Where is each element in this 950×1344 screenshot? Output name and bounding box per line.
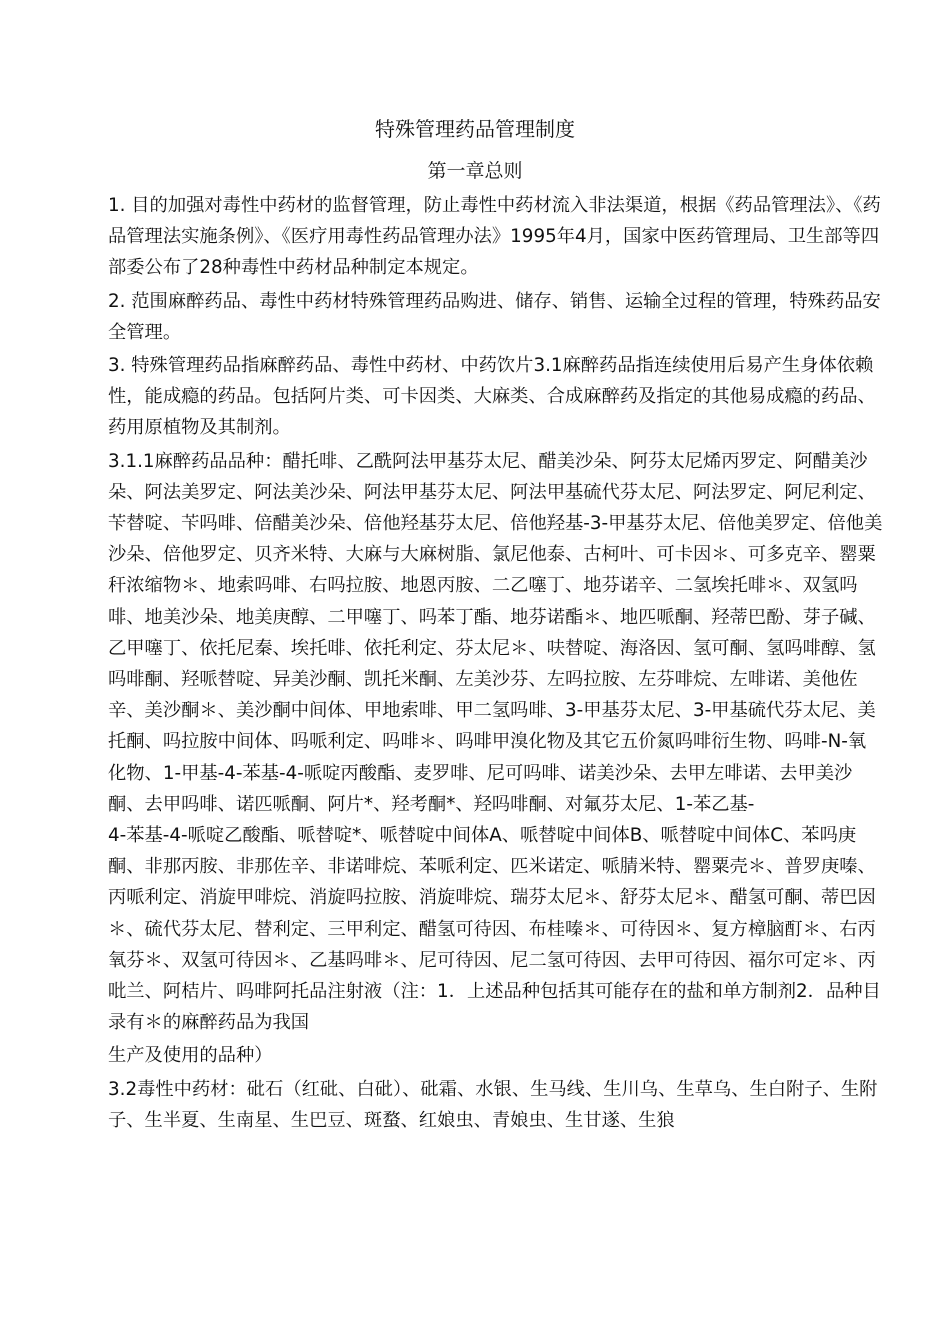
document-title: 特殊管理药品管理制度	[375, 117, 575, 141]
paragraph-note-end: 生产及使用的品种）	[108, 1045, 273, 1067]
paragraph-toxic-herbs: 3.2毒性中药材：砒石（红砒、白砒）、砒霜、水银、生马线、生川乌、生草乌、生白附子、生附子、生半夏、生南星、生巴豆、斑蝥、红娘虫、青娘虫、生甘遂、生狼	[108, 1078, 878, 1131]
document-body	[108, 190, 884, 1136]
paragraph-narcotic-list: 3.1.1麻醉药品品种：醋托啡、乙酰阿法甲基芬太尼、醋美沙朵、阿芬太尼烯丙罗定、阿醋美沙朵、阿法美罗定、阿法美沙朵、阿法甲基芬太尼、阿法甲基硫代芬太尼、阿法罗定、阿尼利定、苄替啶、苄吗啡、倍醋美沙朵、倍他羟基芬太尼、倍他羟基-3-甲基芬太尼、倍他美罗定、倍他美沙朵、倍他罗定、贝齐米特、大麻与大麻树脂、氯尼他泰、古柯叶、可卡因＊、可多克辛、罂粟秆浓缩物＊、地索吗啡、右吗拉胺、地恩丙胺、二乙噻丁、地芬诺辛、二氢埃托啡＊、双氢吗啡、地美沙朵、地美庚醇、二甲噻丁、吗苯丁酯、地芬诺酯＊、地匹哌酮、羟蒂巴酚、芽子碱、乙甲噻丁、依托尼秦、埃托啡、依托利定、芬太尼＊、呋替啶、海洛因、氢可酮、氢吗啡醇、氢吗啡酮、羟哌替啶、异美沙酮、凯托米酮、左美沙芬、左吗拉胺、左芬啡烷、左啡诺、美他佐辛、美沙酮＊、美沙酮中间体、甲地索啡、甲二氢吗啡、3-甲基芬太尼、3-甲基硫代芬太尼、美托酮、吗拉胺中间体、吗哌利定、吗啡＊、吗啡甲溴化物及其它五价氮吗啡衍生物、吗啡-N-氧化物、1-甲基-4-苯基-4-哌啶丙酸酯、麦罗啡、尼可吗啡、诺美沙朵、去甲左啡诺、去甲美沙酮、去甲吗啡、诺匹哌酮、阿片*、羟考酮*、羟吗啡酮、对氟芬太尼、1-苯乙基-	[108, 450, 883, 815]
paragraph-narcotic-list-continued: 4-苯基-4-哌啶乙酸酯、哌替啶*、哌替啶中间体A、哌替啶中间体B、哌替啶中间体C、苯吗庚酮、非那丙胺、非那佐辛、非诺啡烷、苯哌利定、匹米诺定、哌腈米特、罂粟壳＊、普罗庚嗪、丙哌利定、消旋甲啡烷、消旋吗拉胺、消旋啡烷、瑞芬太尼＊、舒芬太尼＊、醋氢可酮、蒂巴因＊、硫代芬太尼、替利定、三甲利定、醋氢可待因、布桂嗪＊、可待因＊、复方樟脑酊＊、右丙氧芬＊、双氢可待因＊、乙基吗啡＊、尼可待因、尼二氢可待因、去甲可待因、福尔可定＊、丙吡兰、阿桔片、吗啡阿托品注射液（注：1．上述品种包括其可能存在的盐和单方制剂2．品种目录有＊的麻醉药品为我国	[108, 825, 881, 1034]
paragraph-definition: 3. 特殊管理药品指麻醉药品、毒性中药材、中药饮片3.1麻醉药品指连续使用后易产生身体依赖性，能成瘾的药品。包括阿片类、可卡因类、大麻类、合成麻醉药及指定的其他易成瘾的药品、药用原植物及其制剂。	[108, 355, 876, 439]
chapter-heading: 第一章总则	[427, 160, 523, 182]
paragraph-scope: 2. 范围麻醉药品、毒性中药材特殊管理药品购进、储存、销售、运输全过程的管理，特殊药品安全管理。	[108, 290, 881, 343]
paragraph-purpose: 1. 目的加强对毒性中药材的监督管理，防止毒性中药材流入非法渠道，根据《药品管理法》、《药品管理法实施条例》、《医疗用毒性药品管理办法》1995年4月，国家中医药管理局、卫生部等四部委公布了28种毒性中药材品种制定本规定。	[108, 195, 881, 279]
